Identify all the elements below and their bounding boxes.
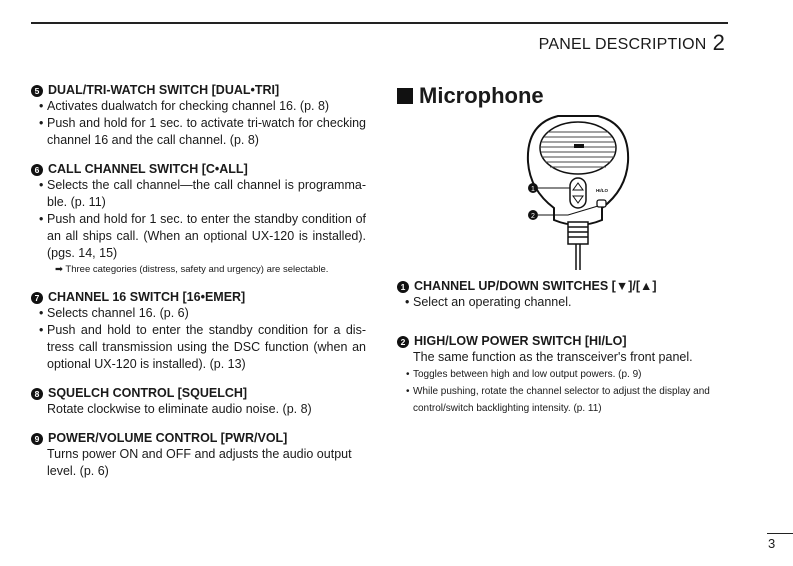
- microphone-illustration: [518, 112, 638, 272]
- section-title: SQUELCH CONTROL [SQUELCH]: [48, 386, 248, 400]
- section-hi-lo-switch: [397, 333, 737, 417]
- hi-lo-label: HI/LO: [596, 188, 608, 193]
- section-title: POWER/VOLUME CONTROL [PWR/VOL]: [48, 431, 288, 445]
- page-number: 3: [768, 536, 776, 551]
- bullet: • Push and hold for 1 sec. to activate tri-watch for checking channel 16 and the call channel. (p. 8): [31, 115, 366, 149]
- section-text: Turns power ON and OFF and adjusts the audio output level. (p. 6): [47, 447, 352, 478]
- section-text: The same function as the transceiver's front panel.: [413, 350, 693, 364]
- hi-lo-switch: [597, 200, 606, 207]
- section-dual-tri-watch: [31, 82, 366, 149]
- section-call-channel: [31, 161, 366, 277]
- bullet: • Select an operating channel.: [397, 294, 737, 311]
- bullet: • Selects channel 16. (p. 6): [31, 305, 366, 322]
- section-squelch: [31, 385, 366, 418]
- square-bullet-icon: [397, 88, 413, 104]
- marker-2: 2: [397, 336, 409, 348]
- svg-text:2: 2: [531, 213, 535, 220]
- note: ➡ Three categories (distress, safety and urgency) are selectable.: [55, 264, 329, 275]
- section-channel-16: [31, 289, 366, 373]
- marker-8: 8: [31, 388, 43, 400]
- bullet: • Selects the call channel—the call channel is programma-ble. (p. 11): [31, 177, 366, 211]
- channel-up-down-switch: [570, 178, 586, 208]
- bullet: • Push and hold for 1 sec. to enter the standby condition of an all ships call. (When an optional UX-120 is installed). (pgs. 14, 15): [31, 211, 366, 262]
- marker-1: 1: [397, 281, 409, 293]
- microphone-cable: [568, 222, 588, 270]
- bullet: • Activates dualwatch for checking channel 16. (p. 8): [31, 98, 366, 115]
- small-bullet: • While pushing, rotate the channel selector to adjust the display and control/switch backlighting intensity. (p. 11): [397, 383, 737, 417]
- section-title: CHANNEL UP/DOWN SWITCHES [▼]/[▲]: [414, 279, 657, 293]
- marker-9: 9: [31, 433, 43, 445]
- header-rule: [31, 22, 728, 24]
- svg-text:1: 1: [531, 186, 535, 193]
- bullet: • Push and hold to enter the standby condition for a dis-tress call transmission using the DSC function (when an optional UX-120 is installed). (p. 13): [31, 322, 366, 373]
- marker-7: 7: [31, 292, 43, 304]
- chapter-number: 2: [712, 30, 725, 55]
- section-title: HIGH/LOW POWER SWITCH [HI/LO]: [414, 334, 627, 348]
- header-title: PANEL DESCRIPTION: [538, 36, 707, 53]
- left-column: [31, 82, 366, 492]
- section-title: CALL CHANNEL SWITCH [C•ALL]: [48, 162, 248, 176]
- footer-rule: [767, 533, 793, 534]
- section-text: Rotate clockwise to eliminate audio noise. (p. 8): [47, 402, 312, 416]
- page-header: [539, 30, 725, 56]
- microphone-heading: Microphone: [397, 82, 737, 110]
- section-title: CHANNEL 16 SWITCH [16•EMER]: [48, 290, 246, 304]
- section-up-down-switches: [397, 278, 737, 311]
- section-power-volume: [31, 430, 366, 480]
- section-title: DUAL/TRI-WATCH SWITCH [DUAL•TRI]: [48, 83, 280, 97]
- marker-6: 6: [31, 164, 43, 176]
- marker-5: 5: [31, 85, 43, 97]
- small-bullet: • Toggles between high and low output powers. (p. 9): [397, 366, 737, 383]
